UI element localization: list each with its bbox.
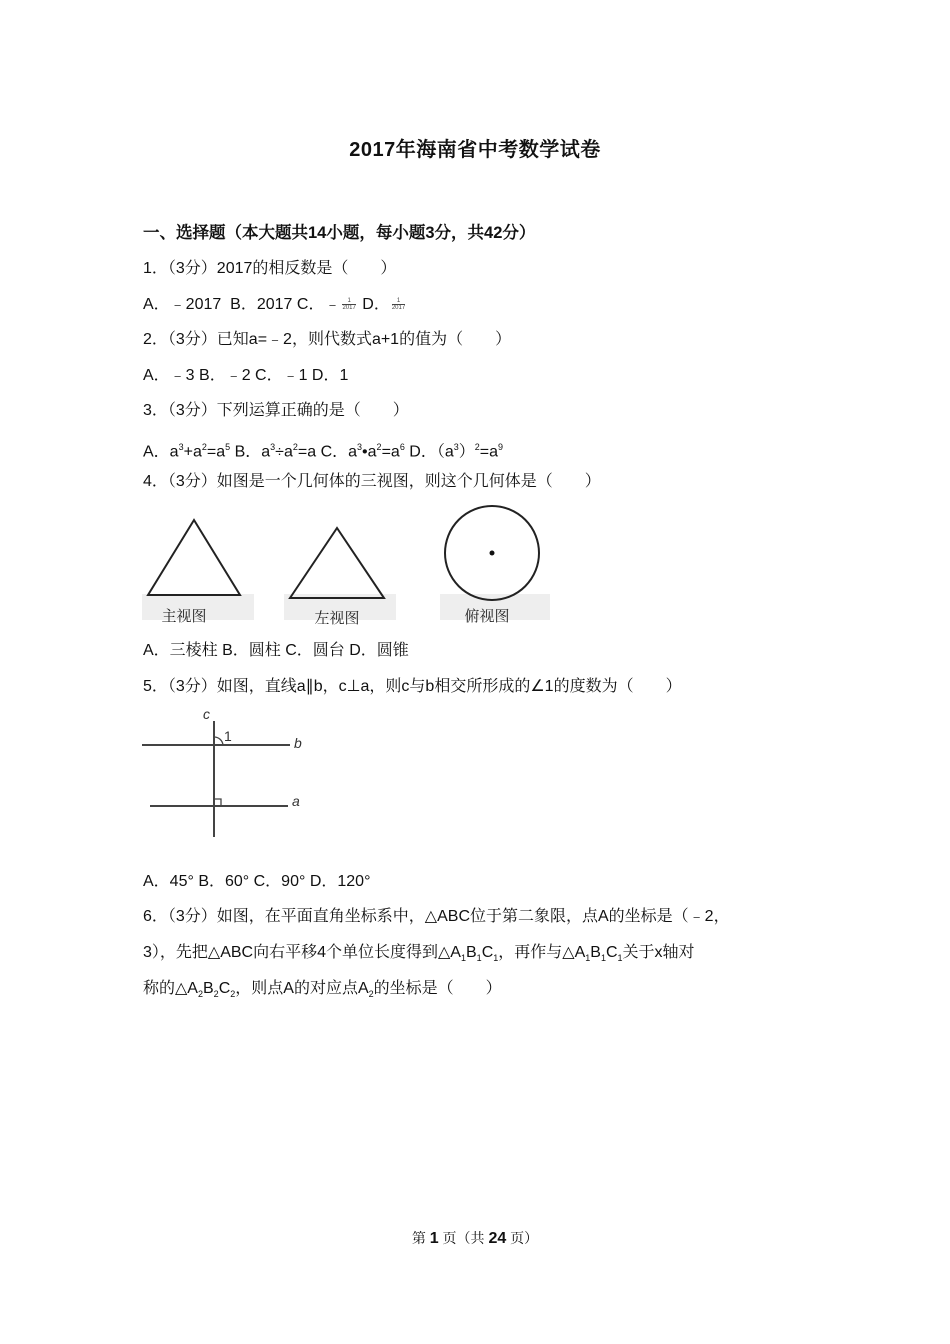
section-heading: 一、选择题（本大题共14小题，每小题3分，共42分） — [143, 224, 536, 242]
question-6-line-3: 称的$\triangle A_2B_2C_2$，则点A的对应点$A_2$的坐标是（ ） — [143, 980, 502, 1000]
label-a: a — [292, 793, 300, 809]
label-c: c — [203, 706, 210, 722]
fraction: $\frac{1}{2017}$ — [342, 298, 356, 312]
q1-option-d: D． — [362, 296, 390, 313]
page-footer: 第 1 页（共 24 页） — [411, 1230, 539, 1247]
label-b: b — [294, 735, 302, 751]
label-front-view: 主视图 — [161, 608, 207, 625]
label-angle-1: 1 — [224, 728, 232, 744]
question-3-stem: 3．（3分）下列运算正确的是（ ） — [143, 402, 409, 419]
page-total: 24 — [488, 1230, 507, 1247]
label-top-view: 俯视图 — [464, 608, 510, 625]
page-title: 2017年海南省中考数学试卷 — [349, 139, 601, 161]
page-number: 1 — [429, 1230, 439, 1247]
angle-1-arc — [214, 737, 223, 745]
three-views-figure — [140, 500, 560, 635]
fraction: $\frac{1}{2017}$ — [391, 298, 406, 312]
question-2-options: A．﹣3 B．﹣2 C．﹣1 D．1 — [143, 367, 349, 384]
question-5-options: A．45° B．60° C．90° D．120° — [143, 873, 371, 890]
parallel-lines-figure — [140, 703, 320, 843]
q1-option-c: C．﹣ — [296, 296, 341, 313]
question-2-stem: 2．（3分）已知a=﹣2，则代数式a+1的值为（ ） — [143, 331, 512, 348]
label-left-view: 左视图 — [314, 610, 360, 627]
question-6-line-2: 3），先把△ABC向右平移4个单位长度得到$\triangle A_1B_1C_1$，再作与$\triangle A_1B_1C_1$关于x轴对 — [143, 944, 695, 964]
question-1-stem: 1．（3分）2017的相反数是（ ） — [143, 260, 397, 277]
question-3-options: A．$a^3+a^2=a^5$ B．$a^3\div a^2=a$ C．$a^3•a^2=a^6$ D．$(a^3)^2=a^9$ — [143, 442, 504, 461]
question-6-line-1: 6．（3分）如图，在平面直角坐标系中，△ABC位于第二象限，点A的坐标是（﹣2， — [143, 908, 730, 925]
question-5-stem: 5．（3分）如图，直线a∥b，c⊥a，则c与b相交所形成的∠1的度数为（ ） — [143, 678, 682, 695]
q1-option-b: B．2017 — [230, 296, 293, 313]
right-angle-mark — [214, 799, 221, 806]
question-1-options — [143, 295, 407, 315]
question-4-stem: 4．（3分）如图是一个几何体的三视图，则这个几何体是（ ） — [143, 473, 601, 490]
top-view-center-dot — [490, 551, 495, 556]
q1-option-a: A．﹣2017 — [143, 296, 222, 313]
question-4-options: A．三棱柱 B．圆柱 C．圆台 D．圆锥 — [143, 642, 409, 659]
